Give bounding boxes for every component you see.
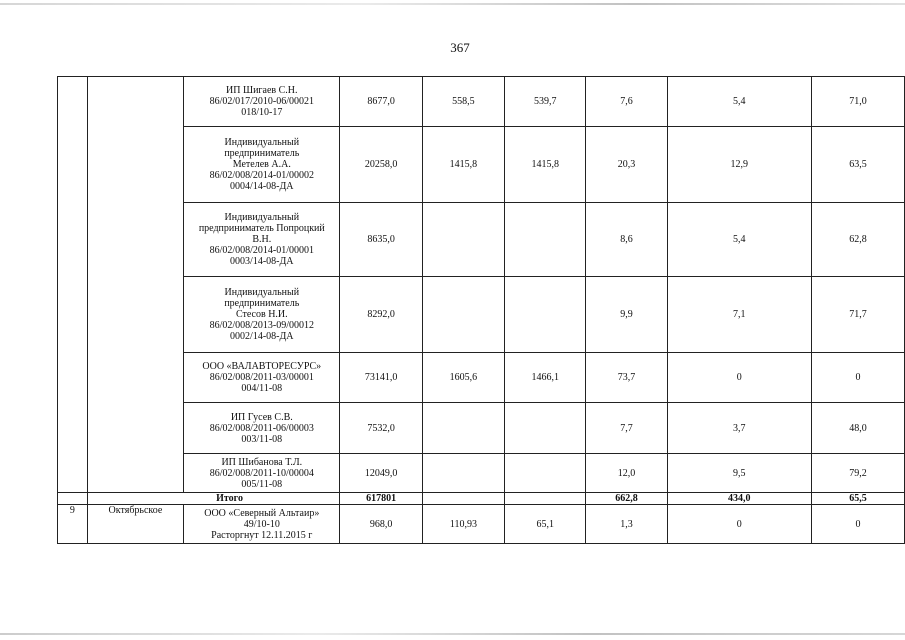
value-cell: 62,8 (811, 203, 904, 277)
value-cell (422, 203, 504, 277)
total-value-cell (422, 493, 504, 505)
table-row (58, 203, 905, 277)
table-row (58, 454, 905, 493)
value-cell (505, 277, 586, 353)
value-cell: 0 (667, 505, 811, 544)
number-cell (58, 77, 88, 493)
value-cell: 73141,0 (340, 353, 422, 403)
table-row (58, 353, 905, 403)
value-cell: 1466,1 (505, 353, 586, 403)
value-cell: 7532,0 (340, 403, 422, 454)
total-value-cell: 65,5 (811, 493, 904, 505)
total-value-cell: 662,8 (586, 493, 667, 505)
organization-cell: Индивидуальный предприниматель Попроцкий В.Н. 86/02/008/2014-01/00001 0003/14-08-ДА (184, 203, 340, 277)
table-row (58, 77, 905, 127)
organization-cell: ООО «Северный Альтаир» 49/10-10 Расторгнут 12.11.2015 г (184, 505, 340, 544)
value-cell: 63,5 (811, 127, 904, 203)
value-cell: 8677,0 (340, 77, 422, 127)
table-row (58, 505, 905, 544)
value-cell: 7,7 (586, 403, 667, 454)
district-cell (87, 77, 183, 493)
report-table (57, 76, 905, 544)
value-cell: 1415,8 (505, 127, 586, 203)
district-name: Октябрьское (87, 505, 183, 544)
value-cell: 5,4 (667, 203, 811, 277)
value-cell: 0 (811, 353, 904, 403)
value-cell: 12,0 (586, 454, 667, 493)
page-number: 367 (450, 40, 470, 55)
value-cell: 8635,0 (340, 203, 422, 277)
value-cell (505, 454, 586, 493)
organization-cell: ИП Гусев С.В. 86/02/008/2011-06/00003 003/11-08 (184, 403, 340, 454)
value-cell: 1415,8 (422, 127, 504, 203)
total-value-cell: 434,0 (667, 493, 811, 505)
value-cell: 20,3 (586, 127, 667, 203)
value-cell: 5,4 (667, 77, 811, 127)
value-cell: 3,7 (667, 403, 811, 454)
value-cell: 0 (811, 505, 904, 544)
value-cell: 65,1 (505, 505, 586, 544)
value-cell: 7,1 (667, 277, 811, 353)
value-cell (422, 403, 504, 454)
row-number: 9 (58, 505, 88, 544)
value-cell: 9,9 (586, 277, 667, 353)
value-cell: 539,7 (505, 77, 586, 127)
total-value-cell (505, 493, 586, 505)
value-cell: 12049,0 (340, 454, 422, 493)
organization-cell: ИП Шигаев С.Н. 86/02/017/2010-06/00021 018/10-17 (184, 77, 340, 127)
value-cell (422, 454, 504, 493)
number-cell (58, 493, 88, 505)
value-cell (422, 277, 504, 353)
table-row (58, 403, 905, 454)
scan-edge-bottom (0, 633, 905, 635)
value-cell: 20258,0 (340, 127, 422, 203)
table-row (58, 277, 905, 353)
value-cell: 73,7 (586, 353, 667, 403)
value-cell: 1605,6 (422, 353, 504, 403)
value-cell (505, 403, 586, 454)
total-label: Итого (87, 493, 340, 505)
organization-cell: Индивидуальный предприниматель Стесов Н.И. 86/02/008/2013-09/00012 0002/14-08-ДА (184, 277, 340, 353)
value-cell: 79,2 (811, 454, 904, 493)
total-row (58, 493, 905, 505)
value-cell: 0 (667, 353, 811, 403)
total-value-cell: 617801 (340, 493, 422, 505)
organization-cell: ООО «ВАЛАВТОРЕСУРС» 86/02/008/2011-03/00001 004/11-08 (184, 353, 340, 403)
value-cell: 12,9 (667, 127, 811, 203)
value-cell: 9,5 (667, 454, 811, 493)
scan-edge-top (0, 3, 905, 5)
value-cell (505, 203, 586, 277)
organization-cell: ИП Шибанова Т.Л. 86/02/008/2011-10/00004 005/11-08 (184, 454, 340, 493)
value-cell: 1,3 (586, 505, 667, 544)
value-cell: 8292,0 (340, 277, 422, 353)
value-cell: 7,6 (586, 77, 667, 127)
value-cell: 558,5 (422, 77, 504, 127)
table-row (58, 127, 905, 203)
organization-cell: Индивидуальный предприниматель Метелев А.А. 86/02/008/2014-01/00002 0004/14-08-ДА (184, 127, 340, 203)
value-cell: 968,0 (340, 505, 422, 544)
value-cell: 110,93 (422, 505, 504, 544)
value-cell: 71,7 (811, 277, 904, 353)
value-cell: 48,0 (811, 403, 904, 454)
value-cell: 8,6 (586, 203, 667, 277)
value-cell: 71,0 (811, 77, 904, 127)
